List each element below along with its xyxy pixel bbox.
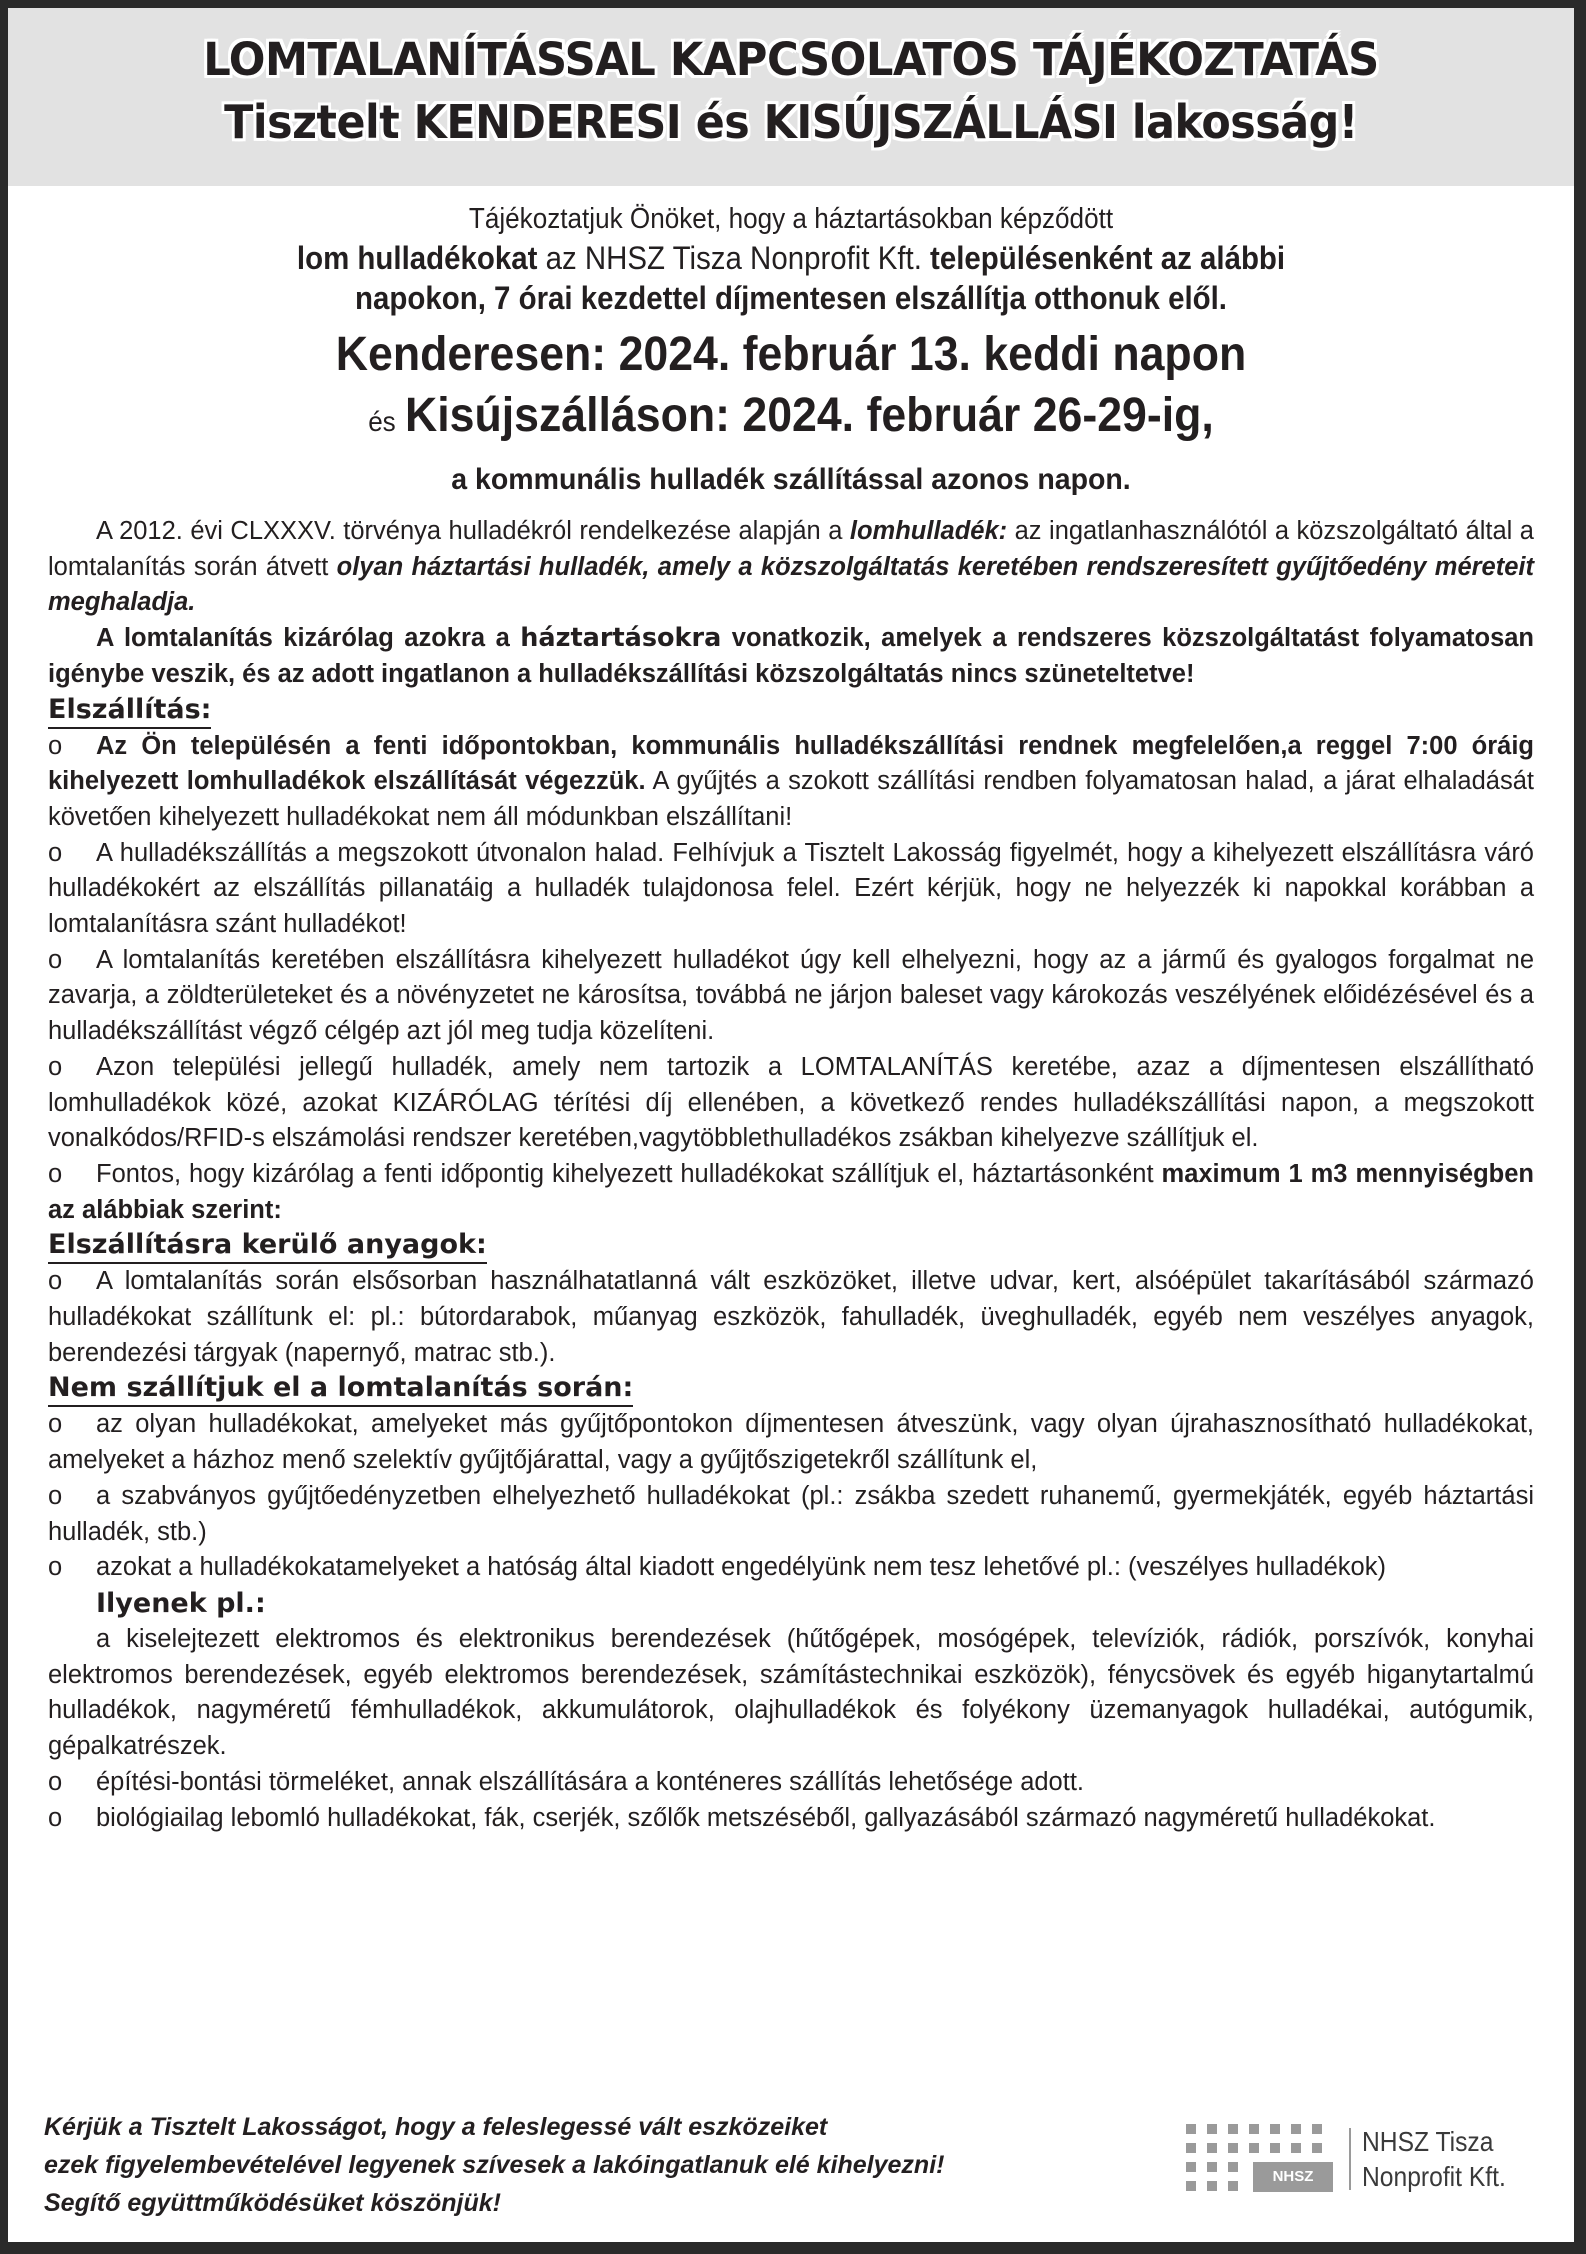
kisujszallas-line	[63, 386, 1519, 452]
bullet-marker: o	[48, 1410, 63, 1439]
intro-line: Tájékoztatjuk Önöket, hogy a háztartásokban képződött	[468, 203, 1114, 235]
item-text: A gyűjtés a szokott szállítási rendben folyamatosan halad, a járat elhaladását követően kihelyezett hulladékokat nem áll módunkban elszállítani!	[48, 767, 1534, 831]
examples-heading: Ilyenek pl.:	[96, 1587, 266, 1619]
footer	[44, 2108, 1574, 2222]
section-heading-accepted: Elszállításra kerülő anyagok:	[48, 1228, 487, 1264]
logo-square	[1207, 2162, 1217, 2172]
logo-name-line: NHSZ Tisza	[1362, 2126, 1494, 2157]
list-item	[48, 1407, 1534, 1478]
list-item	[48, 1801, 1534, 1837]
item-text: az olyan hulladékokat, amelyeket más gyűjtőpontokon díjmentesen átveszünk, vagy olyan újrahasznosítható hulladékokat, amelyeket a házhoz menő szelektív gyűjtőjárattal, vagy a gyűjtőszigetekről szállítunk el,	[48, 1410, 1534, 1475]
logo-divider	[1349, 2128, 1351, 2190]
logo-square	[1207, 2143, 1217, 2153]
law-text: az ingatlanhasználótól a közszolgáltató által a lomtalanítás során átvett	[48, 517, 1534, 581]
intro-line: a kommunális hulladék szállítással azonos napon.	[451, 463, 1131, 496]
law-term: lomhulladék:	[849, 517, 1008, 545]
list-item	[48, 729, 1534, 836]
item-text: Azon települési jellegű hulladék, amely nem tartozik a LOMTALANÍTÁS keretébe, azaz a díjmentesen elszállítható lomhulladékok közé, azokat KIZÁRÓLAG térítési díj ellenében, a következő rendes hulladékszállítási napon, a megszokott vonalkódos/RFID-s elszámolási rendszer keretében,vagytöbblethulladékos zsákban kihelyezve szállítjuk el.	[48, 1052, 1534, 1153]
scope-text: A lomtalanítás kizárólag azokra a	[96, 624, 521, 653]
logo-square	[1249, 2143, 1259, 2153]
examples-paragraph: a kiselejtezett elektromos és elektronikus berendezések (hűtőgépek, mosógépek, televíziók, rádiók, porszívók, konyhai elektromos berendezések, egyéb elektromos berendezések, számítástechnikai eszközök), fénycsövek és egyéb higanytartalmú hulladékok, nagyméretű fémhulladékok, akkumulátorok, olajhulladékok és folyékony üzemanyagok hulladékai, autógumik, gépalkatrészek.	[48, 1624, 1534, 1761]
list-item	[48, 1479, 1534, 1550]
notice-body	[8, 514, 1574, 1836]
intro-emph: településenként az alábbi	[930, 240, 1286, 276]
item-text: A lomtalanítás keretében elszállításra kihelyezett hulladékot úgy kell elhelyezni, hogy az a jármű és gyalogos forgalmat ne zavarja, a zöldterületeket és a növényzetet ne károsítsa, továbbá ne járjon baleset vagy károkozás veszélyének előidézésével és a hulladékszállítást végző célgép azt jól meg tudja közelíteni.	[48, 945, 1534, 1046]
footer-line: Segítő együttműködésüket köszönjük!	[44, 2189, 502, 2217]
nhsz-logo	[1186, 2124, 1546, 2194]
bullet-marker: o	[48, 731, 63, 760]
bullet-marker: o	[48, 1803, 63, 1832]
list-item	[48, 1550, 1534, 1586]
item-text: Fontos, hogy kizárólag a fenti időpontig kihelyezett hulladékokat szállítjuk el, háztartásonként	[96, 1159, 1162, 1188]
header-band	[8, 8, 1574, 186]
list-item	[48, 1050, 1534, 1157]
item-text: építési-bontási törmeléket, annak elszállítására a konténeres szállítás lehetősége adott.	[96, 1767, 1084, 1796]
list-item	[48, 1157, 1534, 1228]
logo-square	[1186, 2162, 1196, 2172]
bullet-marker: o	[48, 1267, 63, 1296]
item-text: biológiailag lebomló hulladékokat, fák, cserjék, szőlők metszéséből, gallyazásából származó nagyméretű hulladékokat.	[96, 1803, 1436, 1832]
item-text: A lomtalanítás során elsősorban használhatatlanná vált eszközöket, illetve udvar, kert, alsóépület takarításából származó hulladékokat szállítunk el: pl.: bútordarabok, műanyag eszközök, fahulladék, üveghulladék, egyéb nem veszélyes anyagok, berendezési tárgyak (napernyő, matrac stb.).	[48, 1267, 1534, 1367]
scope-emph: háztartásokra	[520, 623, 722, 654]
logo-square	[1291, 2143, 1301, 2153]
logo-square	[1249, 2124, 1259, 2134]
bullet-marker: o	[48, 1159, 63, 1188]
logo-square	[1228, 2143, 1238, 2153]
conjunction: és	[368, 406, 396, 437]
logo-square	[1312, 2143, 1322, 2153]
logo-square	[1186, 2181, 1196, 2191]
list-item	[48, 1264, 1534, 1371]
scope-text: vonatkozik, amelyek a rendszeres közszolgáltatást folyamatosan igénybe veszik, és az adott ingatlanon a hulladékszállítási közszolgáltatás nincs szüneteltetve!	[48, 624, 1535, 688]
logo-box: NHSZ	[1253, 2162, 1333, 2192]
intro-line	[71, 238, 1512, 278]
item-emph: Az Ön településén a fenti időpontokban, kommunális hulladékszállítási rendnek megfelelően,a reggel 7:00 óráig kihelyezett lomhulladékok elszállítását végezzük.	[48, 731, 1534, 796]
page-subtitle: Tisztelt KENDERESI és KISÚJSZÁLLÁSI lakosság!	[224, 95, 1358, 149]
bullet-marker: o	[48, 1481, 63, 1510]
list-item	[48, 943, 1534, 1050]
bullet-marker: o	[48, 945, 63, 974]
law-text: A 2012. évi CLXXXV. törvénya hulladékról rendelkezése alapján a	[96, 517, 850, 545]
intro-emph: lom hulladékokat	[296, 240, 538, 276]
page-title: LOMTALANÍTÁSSAL KAPCSOLATOS TÁJÉKOZTATÁS	[203, 33, 1379, 86]
logo-square	[1270, 2143, 1280, 2153]
bullet-marker: o	[48, 1553, 63, 1582]
list-item	[48, 1765, 1534, 1801]
logo-square	[1186, 2124, 1196, 2134]
scope-paragraph	[48, 621, 1534, 692]
item-text: azokat a hulladékokatamelyeket a hatóság által kiadott engedélyünk nem tesz lehetővé pl.: (veszélyes hulladékok)	[96, 1553, 1386, 1582]
bullet-marker: o	[48, 1052, 63, 1081]
logo-square	[1270, 2124, 1280, 2134]
intro-text: az NHSZ Tisza Nonprofit Kft.	[537, 240, 931, 276]
logo-name	[1362, 2124, 1506, 2194]
logo-square	[1228, 2162, 1238, 2172]
item-text: A hulladékszállítás a megszokott útvonalon halad. Felhívjuk a Tisztelt Lakosság figyelmét, hogy a kihelyezett elszállításra váró hulladékokért az elszállítás pillanatáig a hulladék tulajdonosa felel. Ezért kérjük, hogy ne helyezzék ki napokkal korábban a lomtalanításra szánt hulladékot!	[48, 838, 1534, 939]
item-text: a szabványos gyűjtőedényzetben elhelyezhető hulladékokat (pl.: zsákba szedett ruhanemű, gyermekjáték, egyéb háztartási hulladék, stb.)	[48, 1481, 1534, 1546]
logo-square	[1228, 2124, 1238, 2134]
section-heading-transport: Elszállítás:	[48, 693, 211, 729]
section-heading-not-accepted: Nem szállítjuk el a lomtalanítás során:	[48, 1371, 633, 1407]
item-emph: maximum 1 m3 mennyiségben az alábbiak szerint:	[48, 1159, 1534, 1224]
law-definition: olyan háztartási hulladék, amely a közszolgáltatás keretében rendszeresített gyűjtőedény méreteit meghaladja.	[48, 552, 1534, 617]
kenderes-date: Kenderesen: 2024. február 13. keddi napon	[335, 328, 1247, 381]
logo-name-line: Nonprofit Kft.	[1362, 2161, 1506, 2192]
logo-square	[1291, 2124, 1301, 2134]
logo-square	[1312, 2124, 1322, 2134]
logo-square	[1207, 2181, 1217, 2191]
logo-square	[1207, 2124, 1217, 2134]
intro-line: napokon, 7 órai kezdettel díjmentesen elszállítja otthonuk elől.	[355, 280, 1227, 316]
intro-block	[8, 186, 1574, 508]
logo-square	[1186, 2143, 1196, 2153]
kisujszallas-date: Kisújszálláson: 2024. február 26-29-ig,	[405, 389, 1214, 442]
logo-square	[1228, 2181, 1238, 2191]
footer-line: Kérjük a Tisztelt Lakosságot, hogy a feleslegessé vált eszközeiket	[44, 2113, 828, 2141]
list-item	[48, 836, 1534, 943]
bullet-marker: o	[48, 1767, 63, 1796]
footer-line: ezek figyelembevételével legyenek szívesek a lakóingatlanuk elé kihelyezni!	[44, 2151, 945, 2179]
law-paragraph	[48, 514, 1534, 621]
bullet-marker: o	[48, 838, 63, 867]
